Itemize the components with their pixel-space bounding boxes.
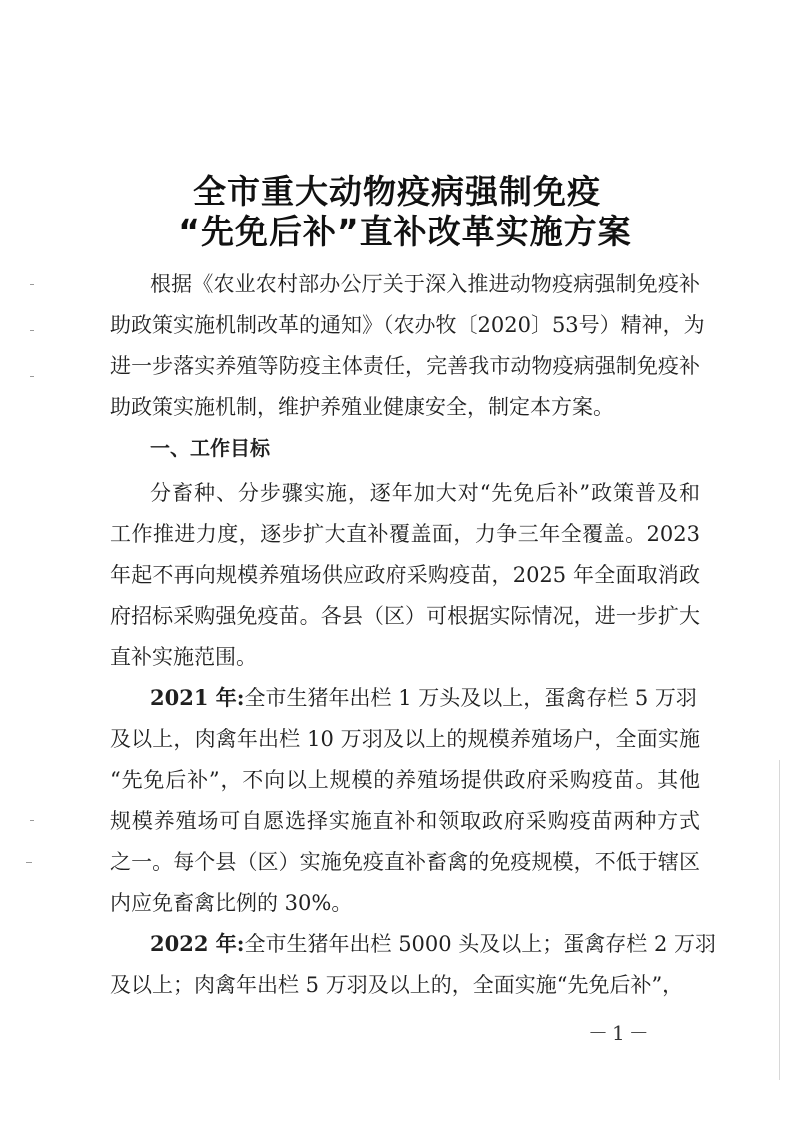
section-heading-work-goals: 一、工作目标 — [150, 436, 270, 460]
document-title-line1: 全市重大动物疫病强制免疫 — [193, 172, 601, 211]
year-2021-paragraph-first-line — [150, 683, 700, 713]
year-2021-line-4: 规模养殖场可自愿选择实施直补和领取政府采购疫苗两种方式 — [110, 809, 700, 833]
year-2021-line-3: “先免后补”，不向以上规模的养殖场提供政府采购疫苗。其他 — [110, 768, 700, 792]
intro-line-4: 助政策实施机制，维护养殖业健康安全，制定本方案。 — [110, 395, 614, 419]
intro-line-3: 进一步落实养殖等防疫主体责任，完善我市动物疫病强制免疫补 — [110, 354, 700, 378]
page-number: －1－ — [588, 1021, 653, 1045]
scan-speck — [30, 284, 34, 285]
scan-speck — [30, 376, 34, 377]
year-2022-line-1: 全市生猪年出栏 5000 头及以上；蛋禽存栏 2 万羽 — [244, 932, 717, 956]
year-2021-label: 2021 年: — [150, 685, 245, 710]
document-title-line2: “先免后补”直补改革实施方案 — [178, 212, 632, 251]
year-2021-line-6: 内应免畜禽比例的 30%。 — [110, 891, 353, 915]
scan-speck — [26, 862, 32, 863]
goals-line-5: 直补实施范围。 — [110, 645, 257, 669]
goals-line-3: 年起不再向规模养殖场供应政府采购疫苗，2025 年全面取消政 — [110, 563, 700, 587]
intro-line-1: 根据《农业农村部办公厅关于深入推进动物疫病强制免疫补 — [150, 272, 700, 296]
scan-speck — [30, 330, 34, 331]
year-2022-label: 2022 年: — [150, 931, 245, 956]
scan-edge-line — [779, 760, 780, 1080]
year-2021-line-1: 全市生猪年出栏 1 万头及以上，蛋禽存栏 5 万羽 — [244, 686, 697, 710]
goals-line-4: 府招标采购强免疫苗。各县（区）可根据实际情况，进一步扩大 — [110, 604, 700, 628]
scan-speck — [30, 820, 34, 821]
goals-line-2: 工作推进力度，逐步扩大直补覆盖面，力争三年全覆盖。2023 — [110, 522, 700, 546]
year-2021-line-2: 及以上，肉禽年出栏 10 万羽及以上的规模养殖场户，全面实施 — [110, 727, 700, 751]
goals-line-1: 分畜种、分步骤实施，逐年加大对“先免后补”政策普及和 — [150, 481, 700, 505]
year-2022-paragraph-first-line — [150, 929, 717, 959]
year-2022-line-2: 及以上；肉禽年出栏 5 万羽及以上的，全面实施“先免后补”， — [110, 973, 684, 997]
year-2021-line-5: 之一。每个县（区）实施免疫直补畜禽的免疫规模，不低于辖区 — [110, 850, 700, 874]
intro-line-2: 助政策实施机制改革的通知》（农办牧〔2020〕53号）精神，为 — [110, 313, 705, 337]
